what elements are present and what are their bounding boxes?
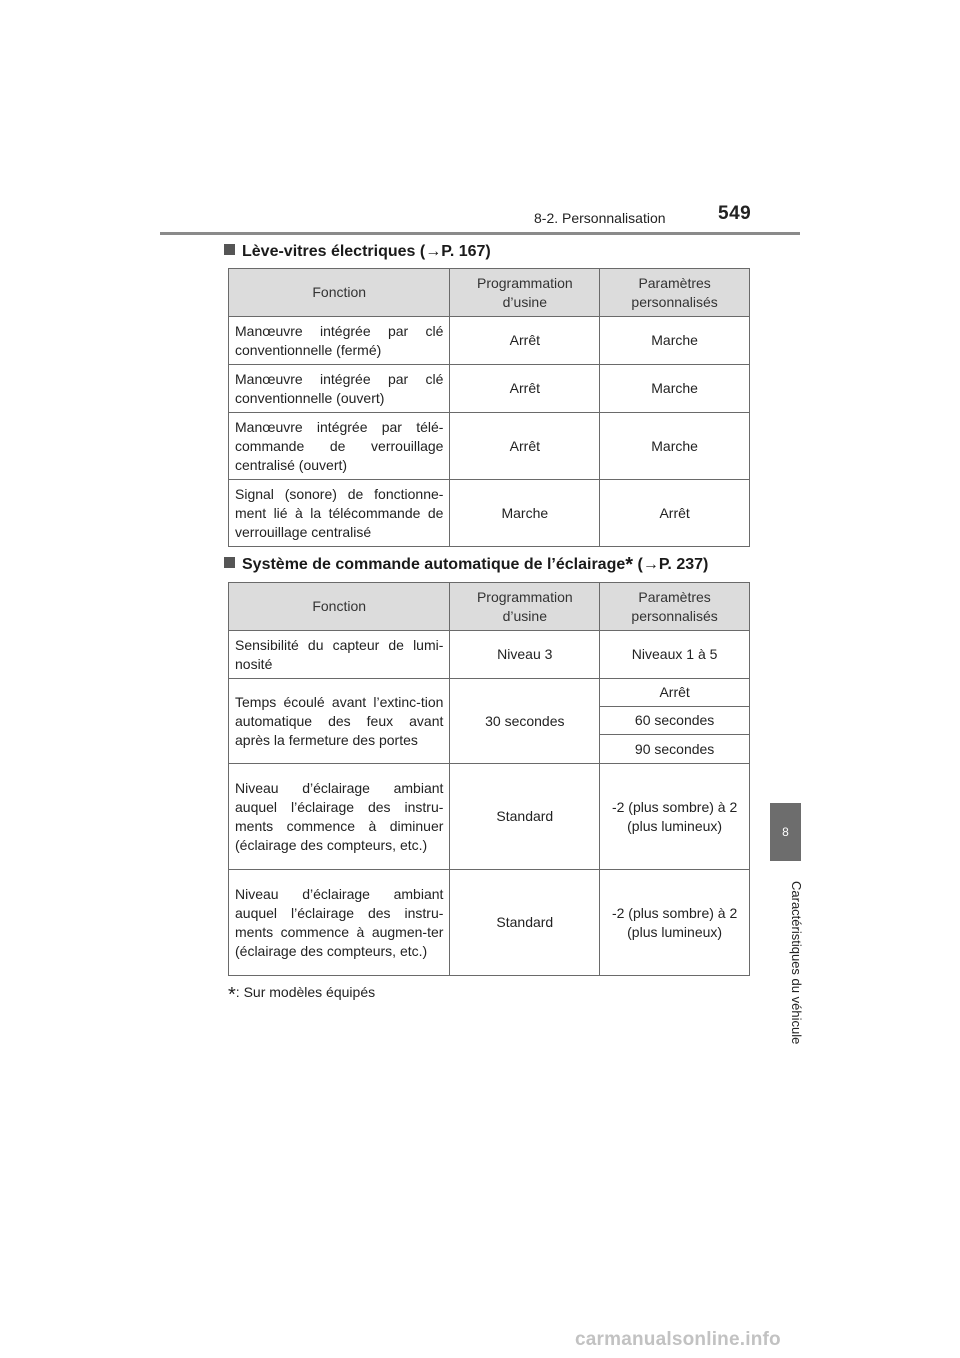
column-header-usine: Programmation d’usine <box>450 269 600 317</box>
header-divider <box>160 232 800 235</box>
column-header-perso: Paramètres personnalisés <box>600 269 750 317</box>
column-header-fonction: Fonction <box>229 583 450 631</box>
table-row: Signal (sonore) de fonctionne-ment lié à la télécommande de verrouillage centralisé Marche Arrêt <box>229 480 750 547</box>
table-row: Niveau d’éclairage ambiant auquel l’éclairage des instru-ments commence à diminuer (éclairage des compteurs, etc.) Standard -2 (plus sombre) à 2 (plus lumineux) <box>229 764 750 870</box>
watermark: carmanualsonline.info <box>575 1329 781 1350</box>
chapter-tab-label: Caractéristiques du véhicule <box>789 880 804 1045</box>
square-bullet-icon <box>224 557 235 568</box>
table-row: 90 secondes <box>229 735 750 764</box>
table-row: Manœuvre intégrée par clé conventionnelle (ouvert) Arrêt Marche <box>229 365 750 413</box>
column-header-usine: Programmation d’usine <box>450 583 600 631</box>
table-row: Niveau d’éclairage ambiant auquel l’éclairage des instru-ments commence à augmen-ter (éclairage des compteurs, etc.) Standard -2 (plus sombre) à 2 (plus lumineux) <box>229 870 750 976</box>
section-heading-auto-lighting: Système de commande automatique de l’éclairage* (→P. 237) <box>224 556 708 574</box>
table-row: Manœuvre intégrée par clé conventionnelle (fermé) Arrêt Marche <box>229 317 750 365</box>
section-reference: 8-2. Personnalisation <box>534 210 666 226</box>
page-number: 549 <box>718 203 752 224</box>
chapter-tab: 8 <box>770 803 801 861</box>
column-header-fonction: Fonction <box>229 269 450 317</box>
footnote: *: Sur modèles équipés <box>228 984 376 1006</box>
section-heading-power-windows: Lève-vitres électriques (→P. 167) <box>224 243 491 261</box>
auto-lighting-table <box>228 582 750 976</box>
power-windows-table <box>228 268 750 547</box>
square-bullet-icon <box>224 244 235 255</box>
table-row: 60 secondes <box>229 707 750 735</box>
table-row: Manœuvre intégrée par télé-commande de verrouillage centralisé (ouvert) Arrêt Marche <box>229 413 750 480</box>
column-header-perso: Paramètres personnalisés <box>600 583 750 631</box>
table-row: Sensibilité du capteur de lumi-nosité Niveau 3 Niveaux 1 à 5 <box>229 631 750 679</box>
table-row: Temps écoulé avant l’extinc-tion automatique des feux avant après la fermeture des portes 30 secondes Arrêt <box>229 679 750 707</box>
